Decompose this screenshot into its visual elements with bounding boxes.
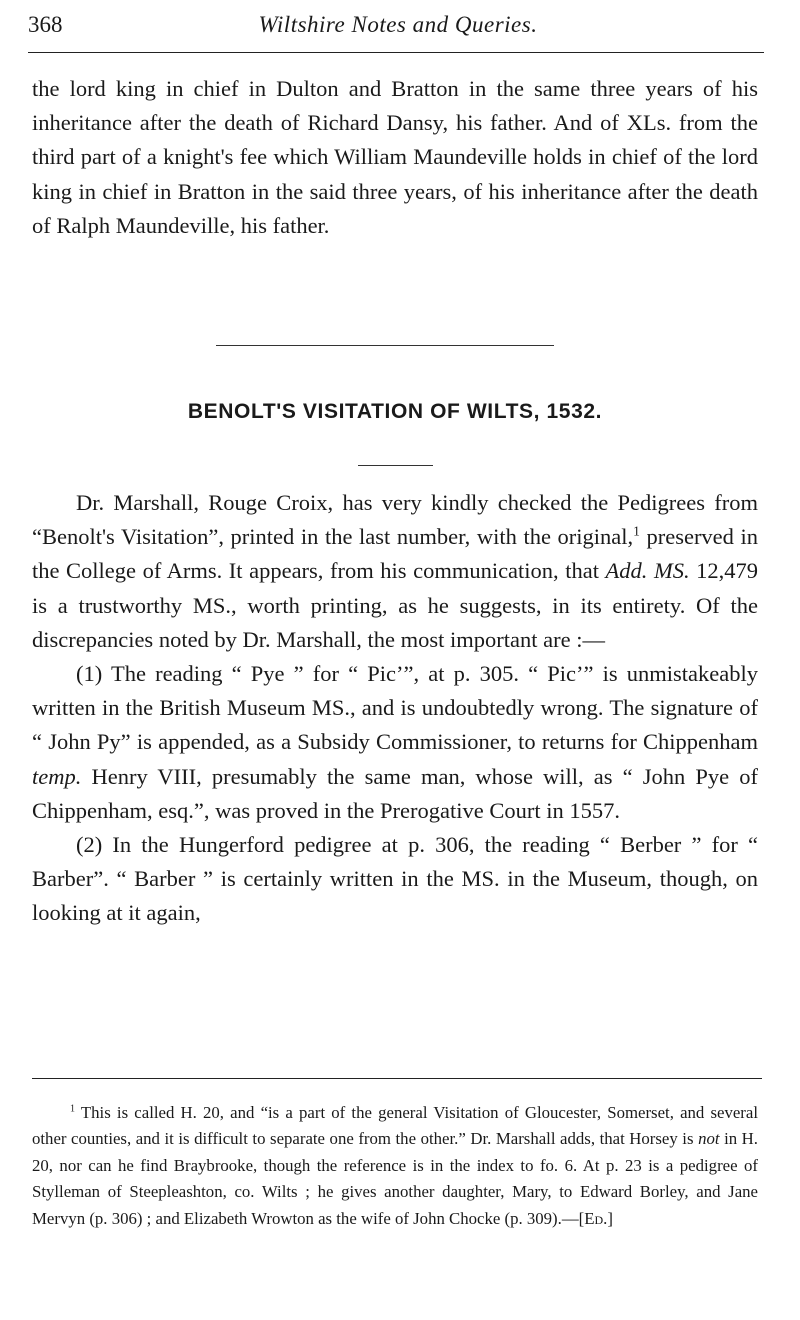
temp-abbreviation: temp. [32,763,82,789]
paragraph-1-part-c: 12,479 is a trustworthy MS., worth printing, as he suggests, in its entirety. Of the discrepancies noted by Dr. Marshall, the most important are :— [32,558,759,652]
page-header [28,12,768,46]
paragraph-3: (2) In the Hungerford pedigree at p. 306, the reading “ Berber ” for “ Barber”. “ Barber ” is certainly written in the MS. in the Museum, though, on looking at it again, [32,832,758,926]
paragraph-1-part-b: preserved in the College of Arms. It appears, from his communication, that [32,524,759,584]
footnote-rule [32,1078,762,1079]
footnote [32,1100,758,1232]
footnote-reference: 1 [633,523,640,539]
footnote-marker: 1 [70,1103,76,1115]
footnote-text-a: This is called H. 20, and “is a part of the general Visitation of Gloucester, Somerset, and several other counties, and it is difficult to separate one from the other.” Dr. Marshall adds, that Horsey is [32,1103,758,1149]
section-title: BENOLT'S VISITATION OF WILTS, 1532. [187,400,603,423]
manuscript-reference: Add. MS. [605,558,690,584]
footnote-text-b: in H. 20, nor can he find Braybrooke, though the reference is in the index to fo. 6. At p. 23 is a pedigree of Stylleman of Steepleashton, co. Wilts ; he gives another daughter, Mary, to Edward Borley, and Jane Mervyn (p. 306) ; and Elizabeth Wrowton as the wife of John Chocke (p. 309).—[ [32,1129,758,1228]
paragraph-1-part-a: Dr. Marshall, Rouge Croix, has very kindly checked the Pedigrees from “Benolt's Visitation”, printed in the last number, with the original, [32,490,758,550]
paragraph-2-part-b: Henry VIII, presumably the same man, whose will, as “ John Pye of Chippenham, esq.”, was proved in the Prerogative Court in 1557. [32,763,758,823]
header-rule [28,52,764,53]
paragraph-2-part-a: (1) The reading “ Pye ” for “ Pic’”, at p. 305. “ Pic’” is unmistakeably written in the British Museum MS., and is undoubtedly wrong. The signature of “ John Py” is appended, as a Subsidy Commissioner, to returns for Chippenham [32,661,758,755]
footnote-emphasis: not [698,1129,720,1149]
main-text-block [32,486,758,931]
editor-mark: Ed. [584,1208,608,1228]
intro-paragraph: the lord king in chief in Dulton and Bratton in the same three years of his inheritance after the death of Richard Dansy, his father. And of XLs. from the third part of a knight's fee which William Maundeville holds in chief of the lord king in chief in Bratton in the said three years, of his inheritance after the death of Ralph Maundeville, his father. [32,76,758,238]
paragraph-1 [32,486,758,657]
title-underline-rule [358,465,433,466]
footnote-text-c: ] [607,1208,613,1228]
section-divider-rule [216,345,554,346]
paragraph-2 [32,657,758,828]
page-number: 368 [28,12,63,37]
intro-text-block [32,72,758,243]
footnote-paragraph [32,1100,758,1232]
running-title: Wiltshire Notes and Queries. [258,12,538,37]
